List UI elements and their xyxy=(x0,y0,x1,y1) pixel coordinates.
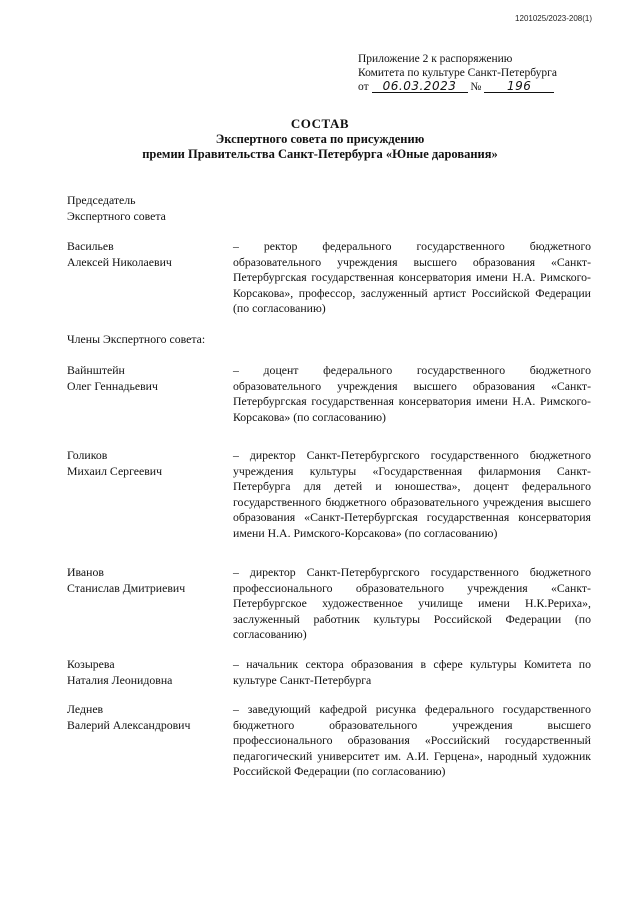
member-given-names: Наталия Леонидовна xyxy=(67,672,173,687)
annex-line-2: Комитета по культуре Санкт-Петербурга xyxy=(358,67,557,79)
member-name xyxy=(67,448,227,479)
chair-section-label xyxy=(67,193,591,224)
member-surname: Леднев xyxy=(67,702,104,716)
annex-block xyxy=(358,52,598,94)
annex-number: 196 xyxy=(484,81,554,93)
title-line-3: премии Правительства Санкт-Петербурга «Юные дарования» xyxy=(142,147,498,161)
member-given-names: Олег Геннадьевич xyxy=(67,378,158,393)
chair-name xyxy=(67,239,227,270)
member-description: – доцент федерального государственного бюджетного образовательного учреждения высшего образования «Санкт-Петербургская государственная консерватория имени Н.А. Римского-Корсакова» (по согласованию) xyxy=(233,363,591,424)
member-description: – директор Санкт-Петербургского государственного бюджетного профессионального образовательного учреждения «Санкт-Петербургское художественное училище имени Н.К.Рериха», заслуженный работник культуры Российской Федерации (по согласованию) xyxy=(233,565,591,641)
member-description: – начальник сектора образования в сфере культуры Комитета по культуре Санкт-Петербурга xyxy=(233,657,591,687)
member-given-names: Валерий Александрович xyxy=(67,717,191,732)
annex-date-line xyxy=(358,80,598,94)
member-description: – директор Санкт-Петербургского государственного бюджетного учреждения культуры «Государственная филармония Санкт-Петербурга для детей и юношества», доцент федерального государственного бюджетного образовательного учреждения высшего образования «Санкт-Петербургская государственная консерватория имени Н.А. Римского-Корсакова» (по согласованию) xyxy=(233,448,591,540)
member-given-names: Станислав Дмитриевич xyxy=(67,580,186,595)
members-section-label: Члены Экспертного совета: xyxy=(67,332,206,346)
chair-description: – ректор федерального государственного бюджетного образовательного учреждения высшего образования «Санкт-Петербургская государственная консерватория имени Н.А. Римского-Корсакова», профессор, заслуженный артист Российской Федерации (по согласованию) xyxy=(233,239,591,315)
member-surname: Иванов xyxy=(67,565,104,579)
annex-line-1: Приложение 2 к распоряжению xyxy=(358,53,513,65)
document-title xyxy=(0,116,640,163)
member-description: – заведующий кафедрой рисунка федерального государственного бюджетного образовательного учреждения высшего профессионального образования «Российский государственный педагогический университет им. А.И. Герцена», народный художник Российской Федерации (по согласованию) xyxy=(233,702,591,778)
member-given-names: Михаил Сергеевич xyxy=(67,463,163,478)
chair-label-line-1: Председатель xyxy=(67,193,136,207)
member-name xyxy=(67,702,227,733)
member-name xyxy=(67,363,227,394)
member-surname: Козырева xyxy=(67,657,115,671)
member-name xyxy=(67,657,227,688)
member-name xyxy=(67,565,227,596)
member-surname: Вайнштейн xyxy=(67,363,125,377)
document-id: 1201025/2023-208(1) xyxy=(515,14,592,23)
member-surname: Голиков xyxy=(67,448,108,462)
title-main: СОСТАВ xyxy=(290,116,350,131)
annex-date: 06.03.2023 xyxy=(372,81,468,93)
chair-given-names: Алексей Николаевич xyxy=(67,254,172,269)
chair-label-line-2: Экспертного совета xyxy=(67,208,166,223)
title-line-2: Экспертного совета по присуждению xyxy=(215,131,425,146)
chair-surname: Васильев xyxy=(67,239,114,253)
annex-number-sign: № xyxy=(470,81,482,93)
annex-from-prefix: от xyxy=(358,81,369,93)
